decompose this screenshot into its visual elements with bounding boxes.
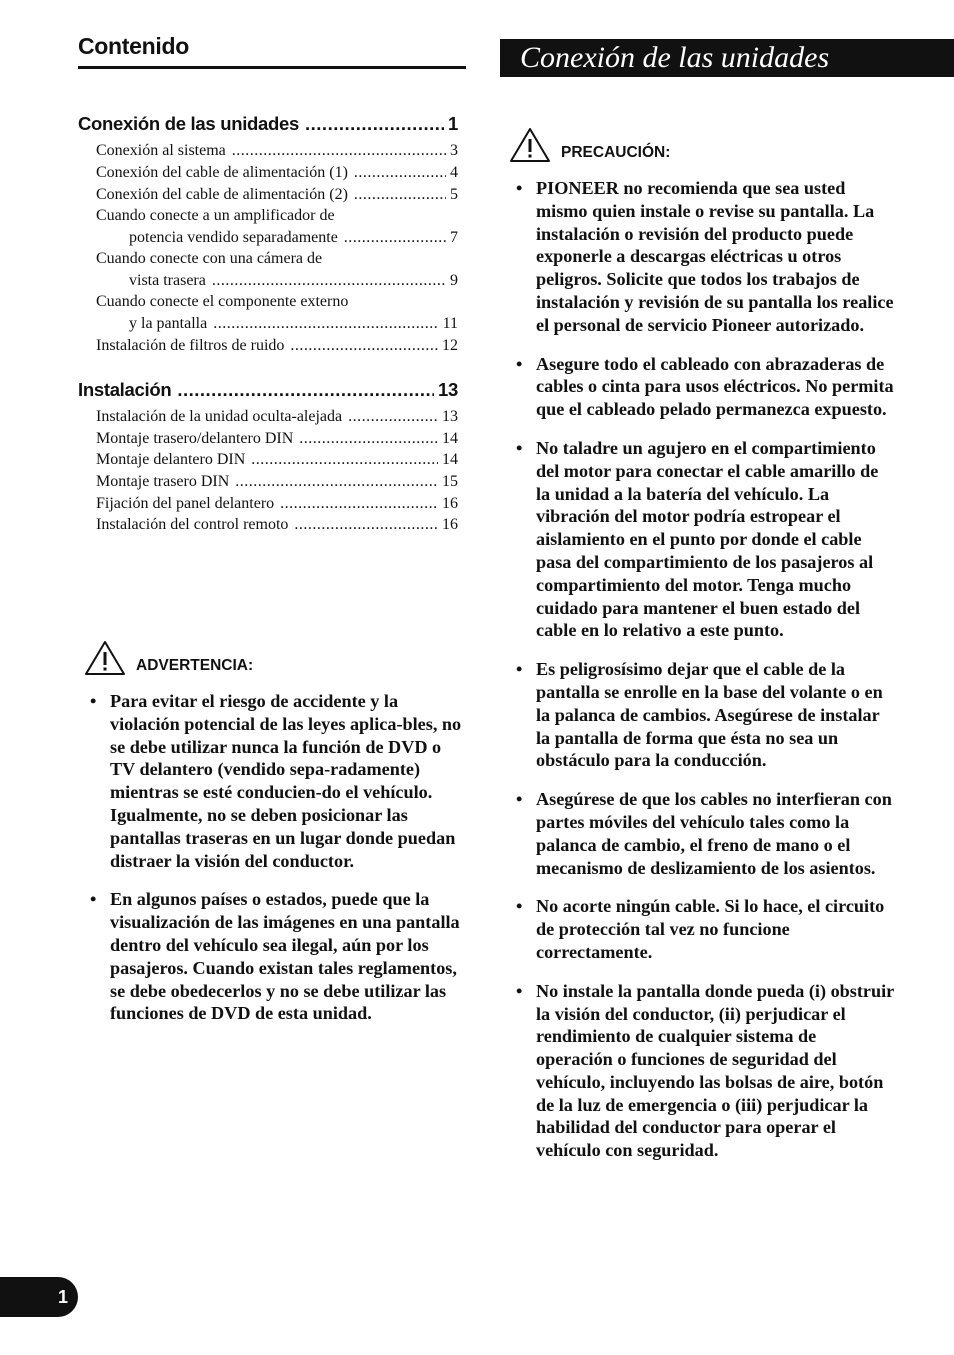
toc-entry-page: 15 (442, 473, 458, 490)
toc-leader (212, 272, 446, 290)
toc-entry-page: 11 (442, 315, 458, 332)
toc-section-conexion[interactable] (78, 113, 458, 135)
toc-section-title: Instalación (78, 379, 172, 400)
toc-entry-label: Instalación de filtros de ruido (96, 337, 285, 354)
toc-entry-label: Conexión del cable de alimentación (2) (96, 186, 348, 203)
toc-entry-label: Cuando conecte con una cámera de (96, 250, 323, 267)
toc-entry[interactable] (96, 186, 458, 204)
caution-item: • No instale la pantalla donde pueda (i) obstruir la visión del conductor, (ii) perjudicar el rendimiento de cualquier sistema de operación o funciones de seguridad del vehículo, incluyendo las bolsas de aire, botón de la luz de emergencia o (iii) perjudicar la habilidad del conductor para operar el vehículo con seguridad. (512, 980, 894, 1162)
caution-item: • Asegure todo el cableado con abrazaderas de cables o cinta para usos eléctricos. No permita que el cableado pelado permanezca expuesto. (512, 353, 894, 421)
toc-entry-label: Conexión al sistema (96, 142, 226, 159)
toc-entry[interactable] (96, 337, 458, 355)
caution-list (512, 177, 894, 1178)
toc-heading: Contenido (78, 33, 189, 59)
toc-entry[interactable] (96, 495, 458, 513)
toc-leader (305, 113, 444, 135)
toc-entry-label: Montaje trasero DIN (96, 473, 230, 490)
toc-leader (235, 473, 438, 491)
toc-leader (348, 408, 438, 426)
warning-item: • Para evitar el riesgo de accidente y la violación potencial de las leyes aplica-bles, no se debe utilizar nunca la función de DVD o TV delantero (vendido sepa-radamente) mientras se esté conducien-do el vehículo. Igualmente, no se deben posicionar las pantallas traseras en un lugar donde puedan distraer la visión del conductor. (86, 690, 468, 872)
caution-item: • No acorte ningún cable. Si lo hace, el circuito de protección tal vez no funcione correctamente. (512, 895, 894, 963)
toc-entry-line1[interactable] (96, 207, 458, 225)
toc-entry-label: Montaje trasero/delantero DIN (96, 430, 294, 447)
toc-entry-label: potencia vendido separadamente (129, 229, 338, 246)
toc-entry[interactable] (129, 229, 458, 247)
toc-entry-page: 13 (442, 408, 458, 425)
toc-section-title: Conexión de las unidades (78, 113, 300, 134)
toc-entry-page: 4 (450, 164, 458, 181)
warning-heading (84, 640, 253, 676)
toc-leader (299, 430, 438, 448)
toc-entry-page: 5 (450, 186, 458, 203)
warning-item: • En algunos países o estados, puede que la visualización de las imágenes en una pantalla dentro del vehículo sea ilegal, aún por los pasajeros. Cuando existan tales reglamentos, se debe obedecerlos y no se debe utilizar las funciones de DVD de esta unidad. (86, 888, 468, 1025)
caution-item: • PIONEER no recomienda que sea usted mismo quien instale o revise su pantalla. La instalación o revisión del producto puede exponerle a descargas eléctricas u otros peligros. Solicite que todos los trabajos de instalación y revisión de su pantalla los realice el personal de servicio Pioneer autorizado. (512, 177, 894, 337)
caution-heading (509, 127, 670, 163)
toc-entry-label: Instalación del control remoto (96, 516, 289, 533)
warning-label: ADVERTENCIA: (136, 657, 254, 674)
toc-divider (78, 66, 466, 69)
warning-triangle-icon (84, 640, 126, 676)
toc-entry-label: Montaje delantero DIN (96, 451, 246, 468)
toc-entry-label: Fijación del panel delantero (96, 495, 275, 512)
toc-entry[interactable] (96, 430, 458, 448)
toc-entry-page: 14 (442, 451, 458, 468)
toc-entry[interactable] (96, 164, 458, 182)
toc-leader (344, 229, 446, 247)
toc-leader (213, 315, 438, 333)
toc-entry[interactable] (129, 272, 458, 290)
toc-entry-page: 16 (442, 495, 458, 512)
toc-entry-page: 3 (450, 142, 458, 159)
toc-entry-page: 7 (450, 229, 458, 246)
toc-entry[interactable] (96, 473, 458, 491)
toc-entry[interactable] (129, 315, 458, 333)
caution-item: • No taladre un agujero en el compartimiento del motor para conectar el cable amarillo de la unidad a la batería del vehículo. La vibración del motor podría estropear el aislamiento en el punto por donde el cable pasa del compartimiento de los pasajeros al compartimiento del motor. Tenga mucho cuidado para mantener el buen estado del cable en lo relativo a este punto. (512, 437, 894, 642)
toc-entry-line1[interactable] (96, 293, 458, 311)
toc-leader (354, 186, 446, 204)
toc-entry[interactable] (96, 451, 458, 469)
warning-list (86, 690, 468, 1041)
toc-leader (280, 495, 438, 513)
toc-leader (251, 451, 438, 469)
toc-entry-label: y la pantalla (129, 315, 208, 332)
warning-triangle-icon (509, 127, 551, 163)
section-banner: Conexión de las unidades (500, 39, 954, 77)
caution-item: • Asegúrese de que los cables no interfieran con partes móviles del vehículo tales como la palanca de cambio, el freno de mano o el mecanismo de deslizamiento de los asientos. (512, 788, 894, 879)
toc-entry-page: 9 (450, 272, 458, 289)
toc-entry-page: 16 (442, 516, 458, 533)
toc-entry[interactable] (96, 408, 458, 426)
caution-item: • Es peligrosísimo dejar que el cable de la pantalla se enrolle en la base del volante o en la palanca de cambios. Asegúrese de instalar la pantalla de forma que ésta no sea un obstáculo para la conducción. (512, 658, 894, 772)
toc-entry-label: Cuando conecte el componente externo (96, 293, 349, 310)
toc-section-instalacion[interactable] (78, 379, 458, 401)
toc-entry-label: Cuando conecte a un amplificador de (96, 207, 335, 224)
caution-label: PRECAUCIÓN: (561, 144, 671, 161)
toc-entry-page: 14 (442, 430, 458, 447)
toc-leader (232, 142, 446, 160)
page-number-tab (0, 1277, 78, 1317)
toc-entry-label: Conexión del cable de alimentación (1) (96, 164, 348, 181)
toc-entry-line1[interactable] (96, 250, 458, 268)
toc-leader (290, 337, 438, 355)
toc-leader (354, 164, 446, 182)
toc-section-page: 13 (438, 379, 458, 400)
toc-leader (177, 379, 434, 401)
toc-entry-label: Instalación de la unidad oculta-alejada (96, 408, 343, 425)
page-number: 1 (57, 1286, 68, 1307)
toc-section-page: 1 (448, 113, 458, 134)
toc-entry-page: 12 (442, 337, 458, 354)
toc-entry[interactable] (96, 516, 458, 534)
toc-entry-label: vista trasera (129, 272, 206, 289)
toc-entry[interactable] (96, 142, 458, 160)
toc-leader (294, 516, 438, 534)
